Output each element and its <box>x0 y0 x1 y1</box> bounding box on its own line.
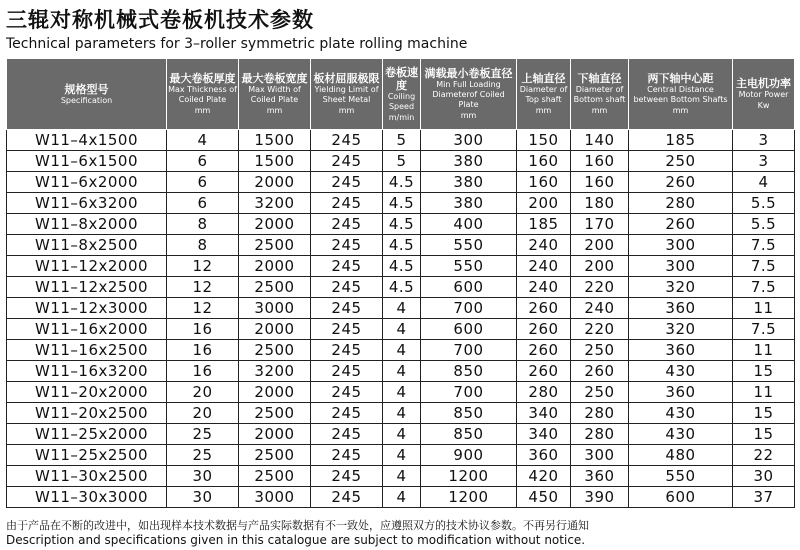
table-row <box>7 298 795 319</box>
model-cell: W11–12x3000 <box>7 298 167 319</box>
value-cell: 320 <box>629 277 733 298</box>
value-cell: 37 <box>733 487 795 508</box>
value-cell: 3200 <box>239 361 311 382</box>
value-cell: 250 <box>571 340 629 361</box>
value-cell: 900 <box>421 445 517 466</box>
value-cell: 4 <box>383 361 421 382</box>
column-header-unit: mm <box>535 106 552 115</box>
value-cell: 2500 <box>239 445 311 466</box>
value-cell: 11 <box>733 298 795 319</box>
value-cell: 7.5 <box>733 235 795 256</box>
value-cell: 4.5 <box>383 256 421 277</box>
value-cell: 245 <box>311 172 383 193</box>
column-header-en: Max Thickness of Coiled Plate <box>168 85 237 104</box>
value-cell: 140 <box>571 130 629 151</box>
column-header <box>239 59 311 130</box>
model-cell: W11–16x3200 <box>7 361 167 382</box>
column-header-cn: 板材屈服极限 <box>313 72 380 85</box>
value-cell: 6 <box>167 193 239 214</box>
value-cell: 12 <box>167 277 239 298</box>
value-cell: 7.5 <box>733 277 795 298</box>
value-cell: 245 <box>311 130 383 151</box>
value-cell: 4.5 <box>383 235 421 256</box>
value-cell: 600 <box>421 319 517 340</box>
value-cell: 4 <box>383 382 421 403</box>
value-cell: 2000 <box>239 319 311 340</box>
value-cell: 20 <box>167 403 239 424</box>
value-cell: 5.5 <box>733 214 795 235</box>
page-subtitle: Technical parameters for 3–roller symmetric plate rolling machine <box>6 36 468 52</box>
value-cell: 850 <box>421 403 517 424</box>
model-cell: W11–30x2500 <box>7 466 167 487</box>
value-cell: 2000 <box>239 382 311 403</box>
value-cell: 245 <box>311 277 383 298</box>
table-row <box>7 340 795 361</box>
column-header-cn: 规格型号 <box>64 82 109 96</box>
table-row <box>7 319 795 340</box>
column-header-cn: 主电机功率 <box>736 77 791 90</box>
column-header-unit: Kw <box>757 101 770 110</box>
value-cell: 4 <box>383 424 421 445</box>
value-cell: 3000 <box>239 487 311 508</box>
column-header-cn: 卷板速度 <box>385 65 418 92</box>
column-header <box>167 59 239 130</box>
value-cell: 550 <box>629 466 733 487</box>
value-cell: 4 <box>733 172 795 193</box>
value-cell: 5 <box>383 151 421 172</box>
value-cell: 4 <box>383 445 421 466</box>
table-row <box>7 235 795 256</box>
value-cell: 160 <box>571 172 629 193</box>
value-cell: 245 <box>311 214 383 235</box>
value-cell: 260 <box>517 361 571 382</box>
column-header-cn: 下轴直径 <box>577 72 622 85</box>
value-cell: 160 <box>517 151 571 172</box>
value-cell: 25 <box>167 445 239 466</box>
column-header-cn: 两下轴中心距 <box>647 72 714 85</box>
value-cell: 245 <box>311 151 383 172</box>
value-cell: 30 <box>167 487 239 508</box>
table-row <box>7 487 795 508</box>
value-cell: 450 <box>517 487 571 508</box>
column-header-en: Diameter of Top shaft <box>519 85 568 104</box>
column-header <box>383 59 421 130</box>
value-cell: 185 <box>629 130 733 151</box>
value-cell: 5.5 <box>733 193 795 214</box>
column-header-en: Central Distance between Bottom Shafts <box>633 85 728 104</box>
value-cell: 245 <box>311 193 383 214</box>
value-cell: 280 <box>571 403 629 424</box>
value-cell: 20 <box>167 382 239 403</box>
value-cell: 550 <box>421 256 517 277</box>
value-cell: 2000 <box>239 172 311 193</box>
column-header-en: Max Width of Coiled Plate <box>248 85 301 104</box>
value-cell: 6 <box>167 151 239 172</box>
column-header <box>311 59 383 130</box>
value-cell: 360 <box>629 382 733 403</box>
value-cell: 260 <box>629 214 733 235</box>
value-cell: 4 <box>383 340 421 361</box>
column-header-unit: mm <box>338 106 355 115</box>
table-header <box>7 59 795 130</box>
model-cell: W11–6x3200 <box>7 193 167 214</box>
table-row <box>7 466 795 487</box>
value-cell: 12 <box>167 298 239 319</box>
value-cell: 240 <box>517 256 571 277</box>
value-cell: 340 <box>517 424 571 445</box>
value-cell: 260 <box>629 172 733 193</box>
value-cell: 550 <box>421 235 517 256</box>
value-cell: 700 <box>421 382 517 403</box>
column-header-en: Diameter of Bottom shaft <box>573 85 626 104</box>
table-row <box>7 424 795 445</box>
value-cell: 15 <box>733 424 795 445</box>
column-header-cn: 满载最小卷板直径 <box>424 67 513 80</box>
value-cell: 4 <box>383 466 421 487</box>
model-cell: W11–8x2000 <box>7 214 167 235</box>
column-header <box>517 59 571 130</box>
value-cell: 260 <box>517 319 571 340</box>
value-cell: 245 <box>311 361 383 382</box>
value-cell: 16 <box>167 361 239 382</box>
column-header-cn: 上轴直径 <box>521 72 566 85</box>
value-cell: 5 <box>383 130 421 151</box>
value-cell: 220 <box>571 319 629 340</box>
table-row <box>7 214 795 235</box>
column-header-en: Motor Power <box>738 90 789 99</box>
value-cell: 250 <box>629 151 733 172</box>
model-cell: W11–16x2000 <box>7 319 167 340</box>
value-cell: 245 <box>311 235 383 256</box>
table-row <box>7 193 795 214</box>
value-cell: 360 <box>629 298 733 319</box>
value-cell: 22 <box>733 445 795 466</box>
value-cell: 4 <box>383 298 421 319</box>
value-cell: 380 <box>421 193 517 214</box>
value-cell: 300 <box>421 130 517 151</box>
value-cell: 320 <box>629 319 733 340</box>
model-cell: W11–12x2500 <box>7 277 167 298</box>
value-cell: 15 <box>733 361 795 382</box>
value-cell: 245 <box>311 340 383 361</box>
value-cell: 4 <box>167 130 239 151</box>
value-cell: 280 <box>629 193 733 214</box>
value-cell: 600 <box>421 277 517 298</box>
column-header-en: Coiling Speed <box>387 91 416 111</box>
value-cell: 185 <box>517 214 571 235</box>
value-cell: 850 <box>421 361 517 382</box>
value-cell: 200 <box>571 256 629 277</box>
value-cell: 430 <box>629 361 733 382</box>
column-header-cn: 最大卷板厚度 <box>169 72 236 85</box>
column-header <box>421 59 517 130</box>
value-cell: 4.5 <box>383 172 421 193</box>
value-cell: 160 <box>517 172 571 193</box>
value-cell: 15 <box>733 403 795 424</box>
table-row <box>7 445 795 466</box>
value-cell: 200 <box>571 235 629 256</box>
value-cell: 3 <box>733 130 795 151</box>
value-cell: 430 <box>629 424 733 445</box>
value-cell: 260 <box>571 361 629 382</box>
value-cell: 380 <box>421 151 517 172</box>
model-cell: W11–20x2500 <box>7 403 167 424</box>
value-cell: 16 <box>167 340 239 361</box>
column-header-unit: mm <box>672 106 689 115</box>
value-cell: 430 <box>629 403 733 424</box>
value-cell: 340 <box>517 403 571 424</box>
value-cell: 7.5 <box>733 319 795 340</box>
table-row <box>7 256 795 277</box>
value-cell: 4 <box>383 487 421 508</box>
model-cell: W11–12x2000 <box>7 256 167 277</box>
column-header <box>571 59 629 130</box>
table-row <box>7 403 795 424</box>
footnote-en: Description and specifications given in this catalogue are subject to modification without notice. <box>6 533 586 547</box>
value-cell: 280 <box>571 424 629 445</box>
model-cell: W11–30x3000 <box>7 487 167 508</box>
column-header <box>7 59 167 130</box>
value-cell: 12 <box>167 256 239 277</box>
value-cell: 4.5 <box>383 277 421 298</box>
value-cell: 245 <box>311 424 383 445</box>
value-cell: 480 <box>629 445 733 466</box>
value-cell: 150 <box>517 130 571 151</box>
value-cell: 30 <box>733 466 795 487</box>
column-header <box>629 59 733 130</box>
value-cell: 2500 <box>239 403 311 424</box>
value-cell: 4 <box>383 403 421 424</box>
model-cell: W11–20x2000 <box>7 382 167 403</box>
value-cell: 360 <box>629 340 733 361</box>
value-cell: 400 <box>421 214 517 235</box>
value-cell: 2000 <box>239 214 311 235</box>
model-cell: W11–25x2500 <box>7 445 167 466</box>
value-cell: 1200 <box>421 466 517 487</box>
value-cell: 2500 <box>239 340 311 361</box>
table-body <box>7 130 795 508</box>
page-title: 三辊对称机械式卷板机技术参数 <box>6 8 314 32</box>
value-cell: 245 <box>311 319 383 340</box>
value-cell: 180 <box>571 193 629 214</box>
table-row <box>7 277 795 298</box>
value-cell: 420 <box>517 466 571 487</box>
value-cell: 160 <box>571 151 629 172</box>
value-cell: 8 <box>167 235 239 256</box>
value-cell: 240 <box>571 298 629 319</box>
value-cell: 8 <box>167 214 239 235</box>
model-cell: W11–4x1500 <box>7 130 167 151</box>
column-header-unit: mm <box>460 111 477 120</box>
header-row <box>7 59 795 130</box>
value-cell: 2000 <box>239 256 311 277</box>
table-row <box>7 361 795 382</box>
table-row <box>7 130 795 151</box>
value-cell: 3200 <box>239 193 311 214</box>
value-cell: 850 <box>421 424 517 445</box>
value-cell: 700 <box>421 340 517 361</box>
value-cell: 170 <box>571 214 629 235</box>
column-header-en: Yielding Limit of Sheet Metal <box>314 85 379 104</box>
table-row <box>7 382 795 403</box>
value-cell: 245 <box>311 403 383 424</box>
column-header-cn: 最大卷板宽度 <box>241 72 308 85</box>
column-header-en: Min Full Loading Diameterof Coiled Plate <box>432 80 505 109</box>
column-header-unit: mm <box>266 106 283 115</box>
value-cell: 380 <box>421 172 517 193</box>
value-cell: 30 <box>167 466 239 487</box>
value-cell: 4.5 <box>383 193 421 214</box>
table-row <box>7 172 795 193</box>
value-cell: 2000 <box>239 424 311 445</box>
value-cell: 600 <box>629 487 733 508</box>
value-cell: 6 <box>167 172 239 193</box>
value-cell: 1500 <box>239 151 311 172</box>
value-cell: 3000 <box>239 298 311 319</box>
column-header-en: Specification <box>60 95 113 105</box>
value-cell: 2500 <box>239 235 311 256</box>
value-cell: 245 <box>311 487 383 508</box>
value-cell: 3 <box>733 151 795 172</box>
value-cell: 700 <box>421 298 517 319</box>
value-cell: 220 <box>571 277 629 298</box>
table-row <box>7 151 795 172</box>
value-cell: 200 <box>517 193 571 214</box>
value-cell: 2500 <box>239 466 311 487</box>
column-header-unit: mm <box>194 106 211 115</box>
column-header-unit: m/min <box>388 112 415 122</box>
model-cell: W11–25x2000 <box>7 424 167 445</box>
footnote-cn: 由于产品在不断的改进中，如出现样本技术数据与产品实际数据有不一致处，应遵照双方的技术协议参数。不再另行通知 <box>6 519 589 532</box>
value-cell: 240 <box>517 235 571 256</box>
model-cell: W11–6x1500 <box>7 151 167 172</box>
value-cell: 300 <box>629 256 733 277</box>
spec-table <box>6 58 795 508</box>
value-cell: 245 <box>311 382 383 403</box>
column-header <box>733 59 795 130</box>
model-cell: W11–16x2500 <box>7 340 167 361</box>
value-cell: 4 <box>383 319 421 340</box>
value-cell: 245 <box>311 466 383 487</box>
value-cell: 280 <box>517 382 571 403</box>
value-cell: 16 <box>167 319 239 340</box>
value-cell: 2500 <box>239 277 311 298</box>
value-cell: 260 <box>517 298 571 319</box>
value-cell: 260 <box>517 340 571 361</box>
value-cell: 11 <box>733 340 795 361</box>
value-cell: 1500 <box>239 130 311 151</box>
value-cell: 300 <box>629 235 733 256</box>
value-cell: 4.5 <box>383 214 421 235</box>
value-cell: 245 <box>311 445 383 466</box>
value-cell: 360 <box>517 445 571 466</box>
value-cell: 25 <box>167 424 239 445</box>
value-cell: 7.5 <box>733 256 795 277</box>
value-cell: 245 <box>311 298 383 319</box>
model-cell: W11–6x2000 <box>7 172 167 193</box>
value-cell: 240 <box>517 277 571 298</box>
value-cell: 1200 <box>421 487 517 508</box>
value-cell: 250 <box>571 382 629 403</box>
value-cell: 390 <box>571 487 629 508</box>
value-cell: 11 <box>733 382 795 403</box>
value-cell: 245 <box>311 256 383 277</box>
value-cell: 300 <box>571 445 629 466</box>
column-header-unit: mm <box>591 106 608 115</box>
model-cell: W11–8x2500 <box>7 235 167 256</box>
value-cell: 360 <box>571 466 629 487</box>
